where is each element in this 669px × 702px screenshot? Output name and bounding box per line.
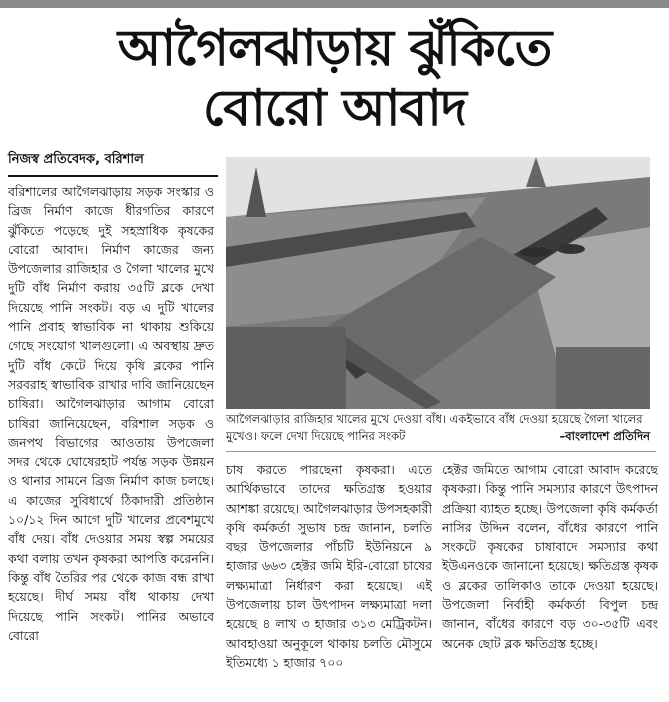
article-column-2 — [226, 460, 432, 700]
top-bar — [0, 0, 669, 8]
column-1-text: বরিশালের আগৈলঝাড়ায় সড়ক সংস্কার ও ব্রিজ নির্মাণ কাজে ধীরগতির কারণে ঝুঁকিতে পড়েছে দুই সহস্রাধিক কৃষকের বোরো আবাদ। নির্মাণ কাজের জন্য উপজেলার রাজিহার ও গৈলা খালের মুখে দুটি বাঁধ নির্মাণ করায় ৩৫টি ব্লকে দেখা দিয়েছে পানি সংকট। বড় এ দুটি খালের পানি প্রবাহ স্বাভাবিক না থাকায় শুকিয়ে গেছে সংযোগ খালগুলো। এ অবস্থায় দ্রুত দুটি বাঁধ কেটে দিয়ে কৃষি ব্লকের পানি সরবরাহ স্বাভাবিক রাখার দাবি জানিয়েছেন চাষিরা। আগৈলঝাড়ার আগাম বোরো চাষিরা জানিয়েছেন, বরিশাল সড়ক ও জনপথ বিভাগের আওতায় উপজেলা সদর থেকে ঘোষেরহাট পর্যন্ত সড়ক উন্নয়ন ও থানার সামনে ব্রিজ নির্মাণ কাজ চলছে। এ কাজের সুবিধার্থে ঠিকাদারী প্রতিষ্ঠান ১০/১২ দিন আগে দুটি খালের প্রবেশমুখে বাঁধ দেয়। বাঁধ দেওয়ার সময় স্বল্প সময়ের কথা বলায় তখন কৃষকরা আপত্তি করেননি। কিন্তু বাঁধ তৈরির পর থেকে কাজ বন্ধ রাখা হয়েছে। দীর্ঘ সময় বাঁধ থাকায় দেখা দিয়েছে পানি সংকট। পানির অভাবে বোরো — [8, 184, 214, 643]
article-column-3 — [442, 460, 658, 700]
byline: নিজস্ব প্রতিবেদক, বরিশাল — [8, 150, 218, 177]
divider — [226, 451, 656, 452]
headline — [0, 18, 669, 138]
headline-line-1: আগৈলঝাড়ায় ঝুঁকিতে — [117, 19, 552, 77]
canal-dam-photo — [226, 157, 650, 409]
column-2-text: চাষ করতে পারছেনা কৃষকরা। এতে আর্থিকভাবে তাদের ক্ষতিগ্রস্ত হওয়ার আশঙ্কা রয়েছে। আগৈলঝাড়ার উপসহকারী কৃষি কর্মকর্তা সুভাষ চন্দ্র জানান, চলতি বছর উপজেলার পাঁচটি ইউনিয়নে ৯ হাজার ৬৬৩ হেক্টর জমি ইরি-বোরো চাষের লক্ষ্যমাত্রা নির্ধারণ করা হয়েছে। এই উপজেলায় চাল উৎপাদন লক্ষ্যমাত্রা দলা হয়েছে ৪ লাখ ৩ হাজার ৩১৩ মেট্রিকটন। আবহাওয়া অনুকূলে থাকায় চলতি মৌসুমে ইতিমধ্যে ১ হাজার ৭০০ — [226, 462, 432, 670]
article-column-1 — [8, 182, 214, 697]
headline-line-2: বোরো আবাদ — [202, 79, 467, 137]
caption-text: আগৈলঝাড়ার রাজিহার খালের মুখে দেওয়া বাঁধ। একইভাবে বাঁধ দেওয়া হয়েছে গৈলা খালের মুখেও। ফলে দেখা দিয়েছে পানির সংকট — [226, 412, 643, 443]
news-photo — [226, 157, 650, 409]
photo-caption — [226, 411, 650, 445]
column-3-text: হেক্টর জমিতে আগাম বোরো আবাদ করেছে কৃষকরা। কিন্তু পানি সমস্যার কারণে উৎপাদন প্রক্রিয়া ব্যাহত হচ্ছে। উপজেলা কৃষি কর্মকর্তা নাসির উদ্দিন বলেন, বাঁধের কারণে পানি সংকটে কৃষকের চাষাবাদে সমস্যার কথা ইউএনওকে জানানো হয়েছে। ক্ষতিগ্রস্ত কৃষক ও ব্লকের তালিকাও তাকে দেওয়া হয়েছে। উপজেলা নির্বাহী কর্মকর্তা বিপুল চন্দ্র জানান, বাঁধের কারণে বড় ৩০-৩৫টি এবং অনেক ছোট ব্লক ক্ষতিগ্রস্ত হচ্ছে। — [442, 462, 658, 651]
photo-credit: –বাংলাদেশ প্রতিদিন — [559, 429, 650, 443]
